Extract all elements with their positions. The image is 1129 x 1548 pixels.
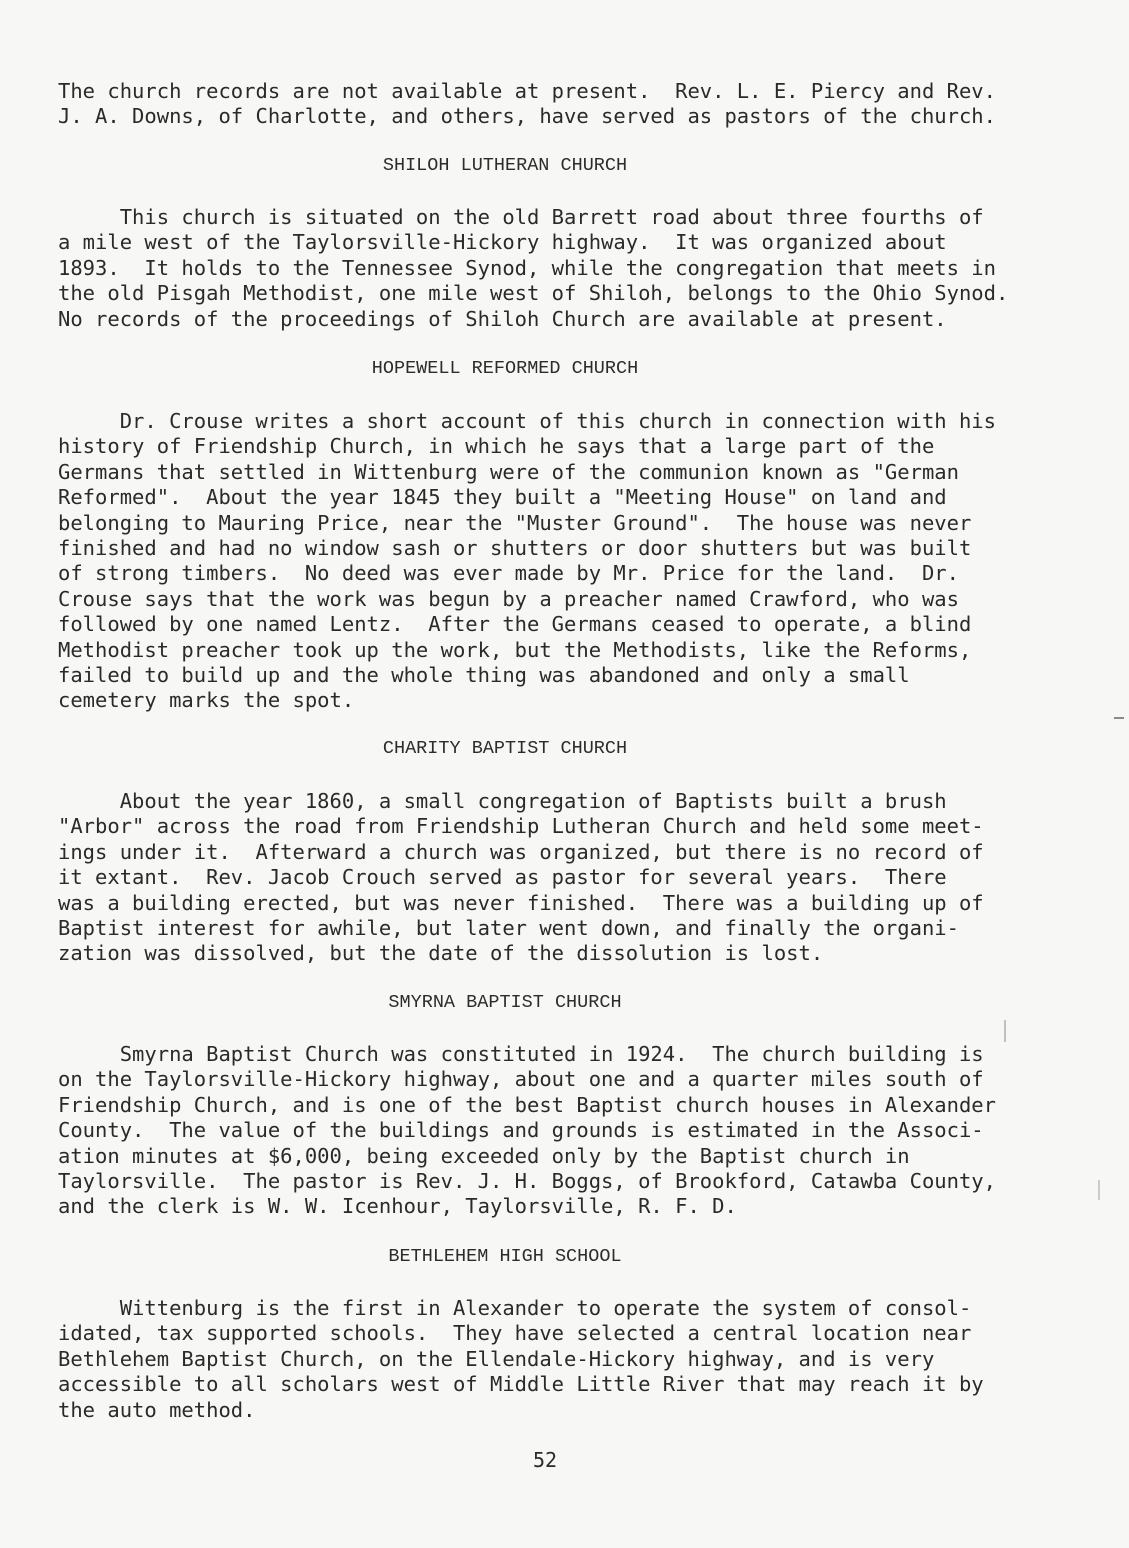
text-line: the auto method. [58, 1397, 256, 1422]
text-line: history of Friendship Church, in which he says that a large part of the [58, 434, 935, 459]
text-line: Germans that settled in Wittenburg were of the communion known as "German [58, 459, 959, 484]
text-line: the old Pisgah Methodist, one mile west of Shiloh, belongs to the Ohio Synod. [58, 281, 1009, 306]
text-line: belonging to Mauring Price, near the "Muster Ground". The house was never [58, 510, 972, 535]
text-line: zation was dissolved, but the date of the dissolution is lost. [58, 941, 824, 966]
text-line: finished and had no window sash or shutters or door shutters but was built [58, 536, 972, 561]
text-line: Taylorsville. The pastor is Rev. J. H. Boggs, of Brookford, Catawba County, [58, 1169, 996, 1194]
text-line: accessible to all scholars west of Middle Little River that may reach it by [58, 1372, 984, 1397]
text-line: idated, tax supported schools. They have selected a central location near [58, 1321, 972, 1346]
text-line: Methodist preacher took up the work, but the Methodists, like the Reforms, [58, 637, 972, 662]
text-line: Friendship Church, and is one of the best Baptist church houses in Alexander [58, 1092, 996, 1117]
section-body-bethlehem [58, 1296, 1048, 1423]
section-heading-hopewell: HOPEWELL REFORMED CHURCH [371, 358, 639, 379]
scan-mark [1004, 1020, 1006, 1042]
section-heading-shiloh: SHILOH LUTHERAN CHURCH [382, 155, 628, 176]
scan-mark [1114, 717, 1124, 719]
page-number: 52 [532, 1448, 558, 1472]
text-line: 1893. It holds to the Tennessee Synod, while the congregation that meets in [58, 255, 996, 280]
text-line: Smyrna Baptist Church was constituted in 1924. The church building is [58, 1042, 984, 1066]
text-line: failed to build up and the whole thing was abandoned and only a small [58, 663, 910, 688]
text-line: J. A. Downs, of Charlotte, and others, have served as pastors of the church. [58, 104, 996, 129]
text-line: Wittenburg is the first in Alexander to operate the system of consol- [58, 1296, 972, 1320]
text-line: on the Taylorsville-Hickory highway, about one and a quarter miles south of [58, 1067, 984, 1092]
scan-mark [1098, 1180, 1100, 1200]
text-line: This church is situated on the old Barrett road about three fourths of [58, 205, 984, 229]
section-body-hopewell [58, 409, 1048, 714]
text-line: of strong timbers. No deed was ever made by Mr. Price for the land. Dr. [58, 561, 959, 586]
text-line: it extant. Rev. Jacob Crouch served as pastor for several years. There [58, 865, 947, 890]
text-line: Reformed". About the year 1845 they built a "Meeting House" on land and [58, 485, 947, 510]
text-line: was a building erected, but was never finished. There was a building up of [58, 890, 984, 915]
text-line: The church records are not available at present. Rev. L. E. Piercy and Rev. [58, 79, 996, 103]
text-line: No records of the proceedings of Shiloh Church are available at present. [58, 306, 947, 331]
text-line: Crouse says that the work was begun by a preacher named Crawford, who was [58, 586, 959, 611]
section-body-smyrna [58, 1042, 1048, 1220]
section-heading-charity: CHARITY BAPTIST CHURCH [382, 738, 628, 759]
section-heading-smyrna: SMYRNA BAPTIST CHURCH [388, 992, 622, 1013]
text-line: Baptist interest for awhile, but later went down, and finally the organi- [58, 916, 959, 941]
text-line: Dr. Crouse writes a short account of this church in connection with his [58, 409, 996, 433]
section-body-charity [58, 789, 1048, 967]
text-line: followed by one named Lentz. After the Germans ceased to operate, a blind [58, 612, 972, 637]
text-line: ation minutes at $6,000, being exceeded only by the Baptist church in [58, 1143, 910, 1168]
text-line: a mile west of the Taylorsville-Hickory highway. It was organized about [58, 230, 947, 255]
text-line: "Arbor" across the road from Friendship Lutheran Church and held some meet- [58, 814, 984, 839]
text-line: County. The value of the buildings and grounds is estimated in the Associ- [58, 1118, 984, 1143]
section-heading-bethlehem: BETHLEHEM HIGH SCHOOL [388, 1246, 622, 1267]
text-line: and the clerk is W. W. Icenhour, Taylorsville, R. F. D. [58, 1194, 737, 1219]
text-line: About the year 1860, a small congregation of Baptists built a brush [58, 789, 947, 813]
text-line: Bethlehem Baptist Church, on the Ellendale-Hickory highway, and is very [58, 1346, 935, 1371]
text-line: cemetery marks the spot. [58, 688, 355, 713]
intro-paragraph [58, 79, 1048, 130]
text-line: ings under it. Afterward a church was organized, but there is no record of [58, 839, 984, 864]
section-body-shiloh [58, 205, 1048, 332]
